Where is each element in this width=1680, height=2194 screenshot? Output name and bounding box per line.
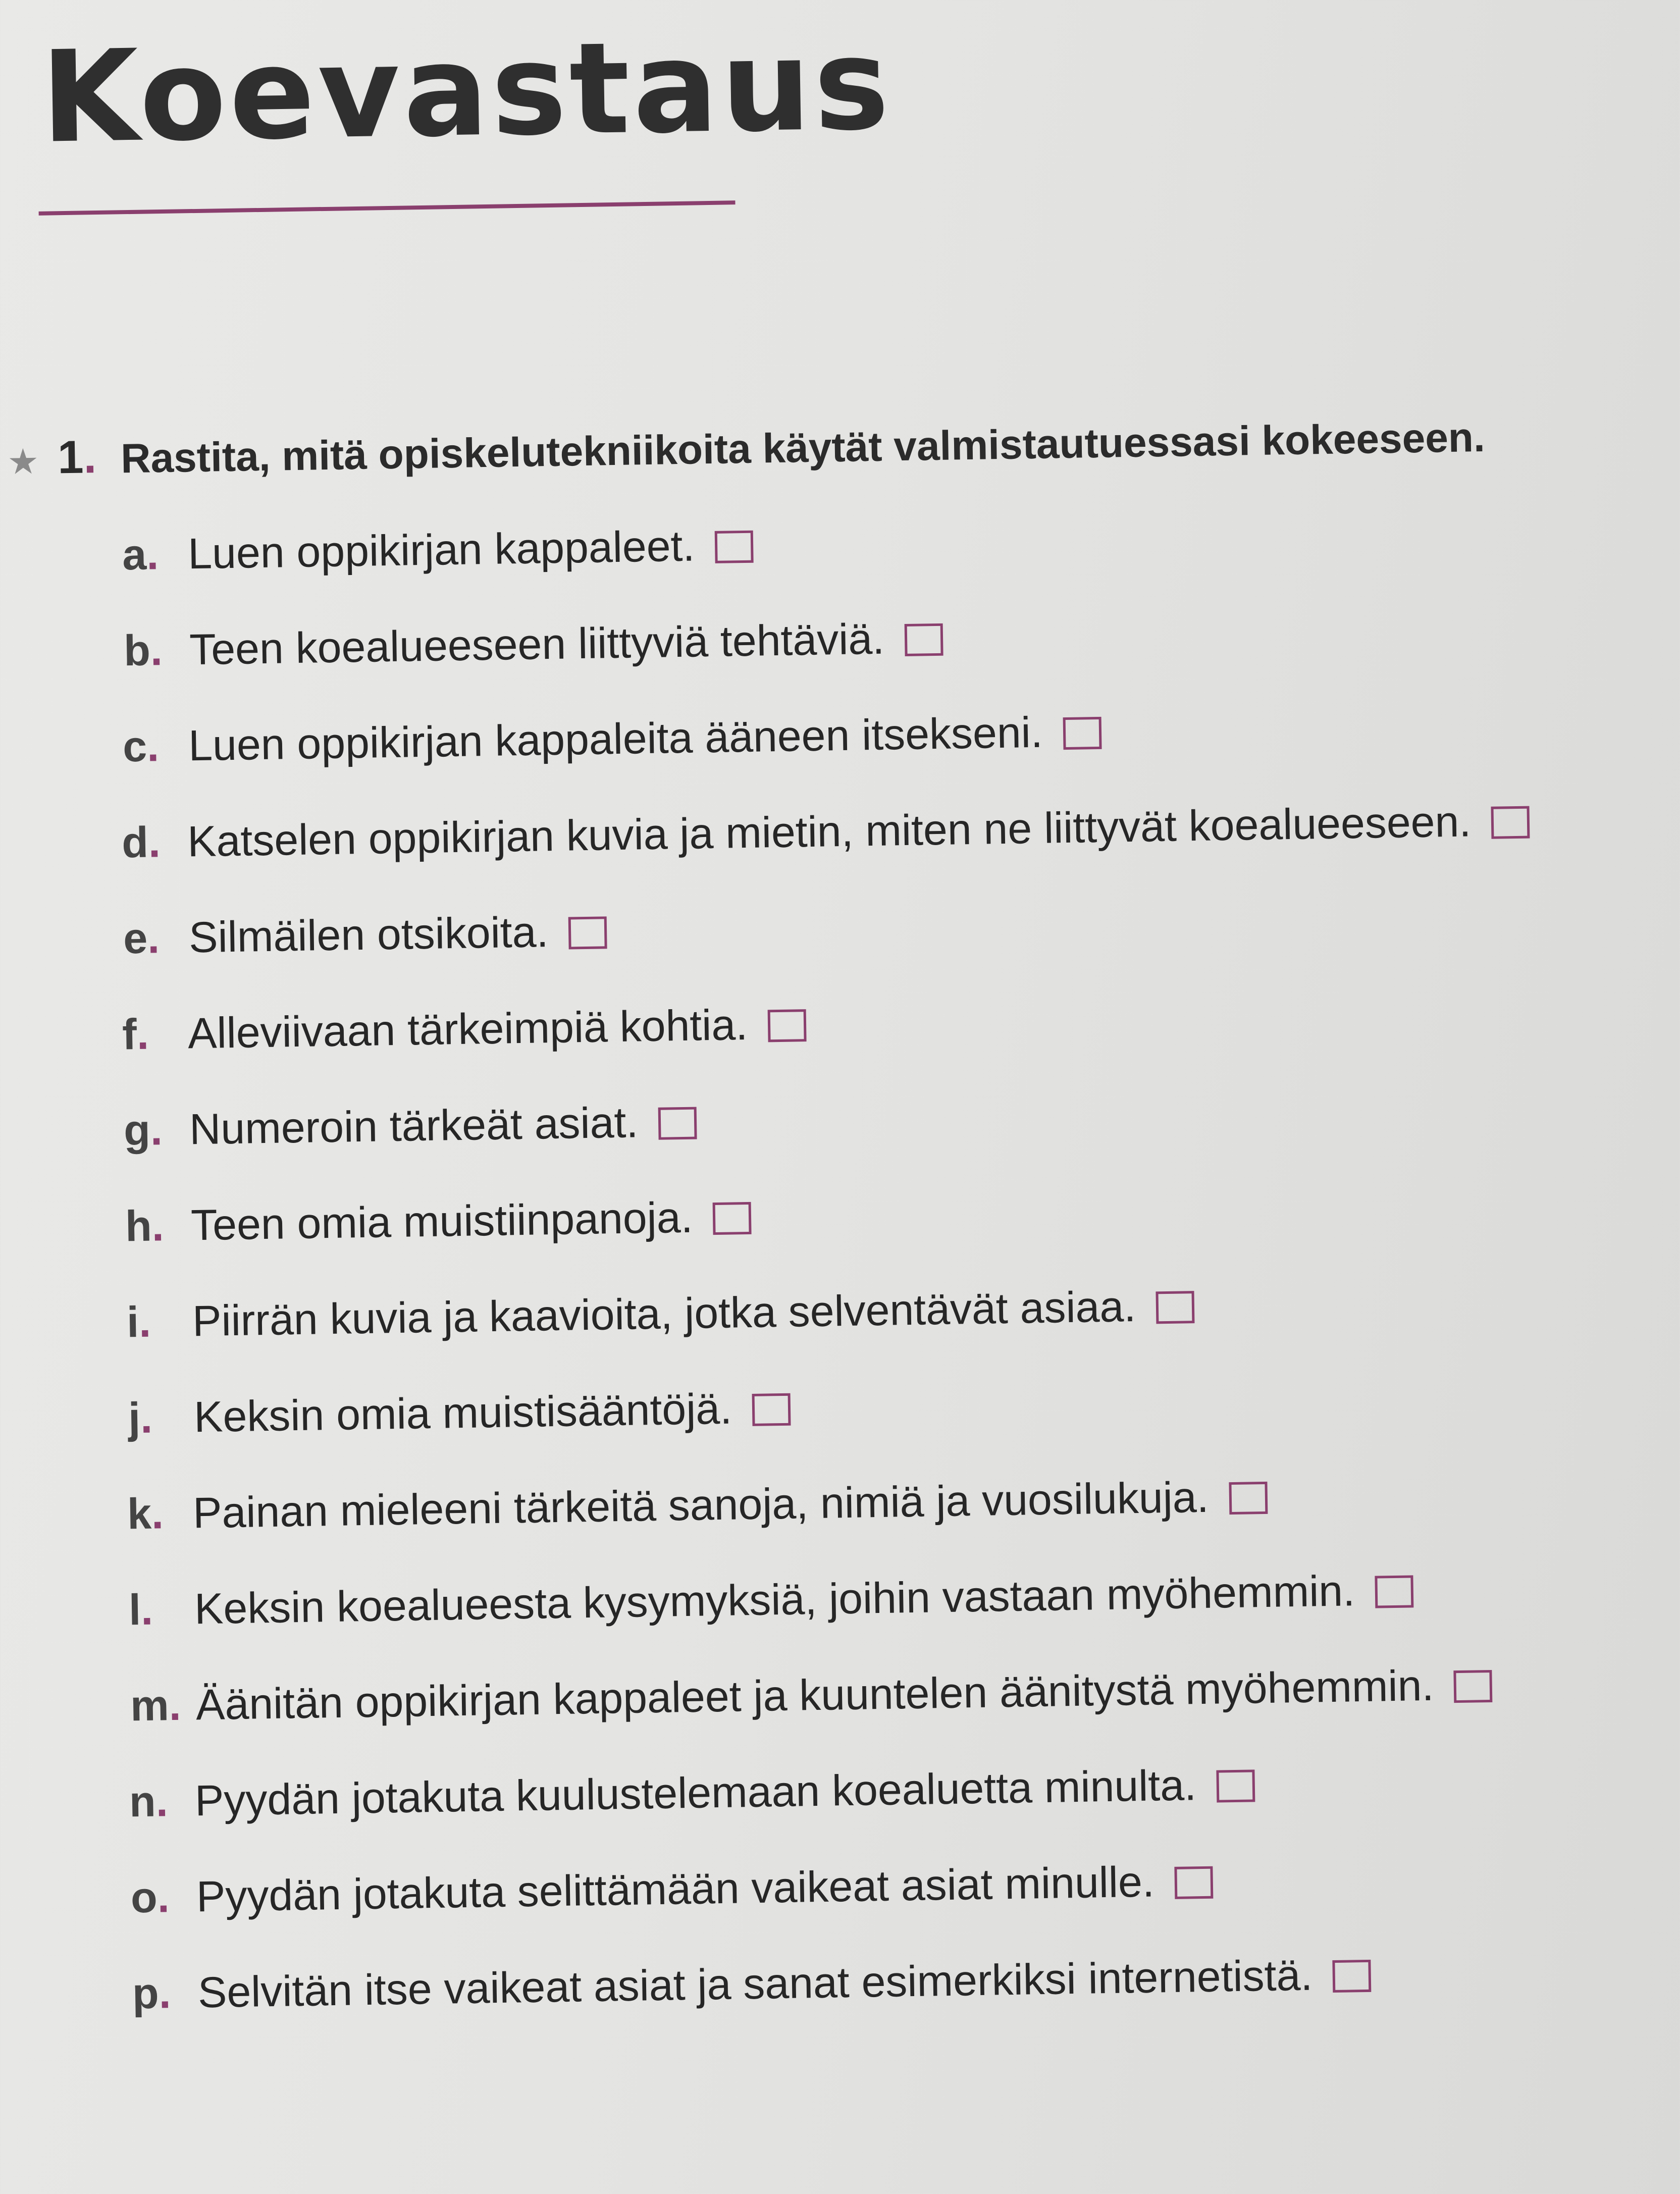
item-text: Numeroin tärkeät asiat. [189, 1098, 639, 1154]
checkbox-d[interactable] [1491, 806, 1530, 839]
item-letter-dot: . [146, 722, 160, 771]
checkbox-m[interactable] [1454, 1670, 1493, 1703]
checklist-item-n [129, 1761, 1255, 1826]
item-text: Katselen oppikirjan kuvia ja mietin, miten ne liittyvät koealueeseen. [187, 797, 1472, 866]
question-number [57, 431, 97, 484]
item-letter-value: e [123, 914, 148, 963]
checkbox-i[interactable] [1156, 1291, 1195, 1324]
item-letter-dot: . [149, 1106, 163, 1155]
item-letter [123, 626, 190, 675]
checklist-item-k [127, 1473, 1268, 1539]
item-letter [127, 1489, 193, 1539]
item-letter-value: i [126, 1298, 139, 1347]
item-letter-dot: . [138, 1297, 151, 1346]
item-text: Pyydän jotakuta selittämään vaikeat asiat minulle. [196, 1857, 1155, 1921]
item-letter-dot: . [140, 1585, 153, 1635]
item-letter [121, 818, 188, 867]
checklist-item-j [128, 1384, 791, 1443]
checklist-item-a [122, 521, 754, 580]
checklist-item-l [128, 1566, 1413, 1635]
checklist-item-i [126, 1282, 1194, 1347]
title-underline [39, 200, 736, 216]
item-letter [123, 914, 189, 963]
item-letter [125, 1202, 191, 1251]
item-letter-dot: . [148, 818, 161, 867]
item-text: Keksin omia muistisääntöjä. [193, 1384, 732, 1442]
item-text: Pyydän jotakuta kuulustelemaan koealuetta minulta. [194, 1761, 1197, 1825]
item-text: Luen oppikirjan kappaleet. [187, 521, 695, 579]
checklist-item-o [130, 1859, 1213, 1920]
item-letter-dot: . [151, 1202, 165, 1250]
item-letter-dot: . [168, 1681, 182, 1730]
item-letter-value: a [122, 530, 147, 580]
checkbox-b[interactable] [905, 623, 943, 656]
checkbox-k[interactable] [1229, 1482, 1268, 1514]
checkbox-n[interactable] [1216, 1769, 1255, 1802]
item-letter-value: l [128, 1586, 141, 1635]
checkbox-p[interactable] [1333, 1960, 1372, 1993]
item-text: Painan mieleeni tärkeitä sanoja, nimiä ja vuosilukuja. [192, 1473, 1210, 1538]
checkbox-f[interactable] [768, 1009, 807, 1042]
item-text: Keksin koealueesta kysymyksiä, joihin vastaan myöhemmin. [194, 1566, 1355, 1634]
item-letter-value: n [129, 1777, 156, 1826]
item-letter-value: h [125, 1202, 152, 1251]
item-text: Silmäilen otsikoita. [188, 908, 549, 962]
page-title: Koevastaus [39, 11, 894, 171]
checkbox-e[interactable] [568, 916, 607, 949]
item-letter [132, 1969, 198, 2018]
item-letter [126, 1297, 192, 1347]
item-letter-value: c [122, 722, 147, 771]
checklist-item-e [123, 908, 607, 963]
item-letter-value: m [130, 1681, 170, 1731]
item-letter-value: f [122, 1010, 137, 1059]
item-letter-dot: . [155, 1777, 169, 1826]
item-letter [129, 1777, 195, 1826]
item-letter-dot: . [156, 1873, 170, 1922]
item-letter-dot: . [146, 530, 159, 579]
checklist-item-h [125, 1193, 752, 1251]
item-text: Äänitän oppikirjan kappaleet ja kuuntelen äänitystä myöhemmin. [195, 1661, 1435, 1730]
item-letter [130, 1681, 196, 1731]
question-number-dot: . [83, 431, 97, 483]
item-text: Selvitän itse vaikeat asiat ja sanat esimerkiksi internetistä. [197, 1951, 1313, 2017]
checkbox-a[interactable] [715, 531, 754, 563]
checklist-item-g [124, 1100, 697, 1153]
item-text: Luen oppikirjan kappaleita ääneen itsekseni. [188, 708, 1043, 770]
item-text: Alleviivaan tärkeimpiä kohtia. [187, 1000, 748, 1058]
checklist-item-p [132, 1953, 1371, 2016]
checkbox-o[interactable] [1174, 1866, 1213, 1899]
checkbox-g[interactable] [658, 1107, 697, 1140]
item-letter-dot: . [158, 1969, 172, 2018]
item-text: Teen omia muistiinpanoja. [190, 1193, 694, 1250]
item-letter-value: k [127, 1489, 152, 1539]
checklist-item-d [122, 799, 1530, 865]
item-letter-value: b [123, 626, 151, 675]
item-letter [122, 722, 189, 771]
item-letter-value: d [121, 818, 149, 867]
item-letter-value: g [123, 1106, 151, 1155]
item-text: Piirrän kuvia ja kaavioita, jotka selventävät asiaa. [192, 1282, 1136, 1346]
item-letter [128, 1585, 194, 1635]
question-text: Rastita, mitä opiskelutekniikoita käytät valmistautuessasi kokeeseen. [120, 414, 1486, 482]
checklist-item-m [130, 1661, 1493, 1731]
item-letter-dot: . [150, 626, 163, 675]
item-letter-value: p [132, 1969, 160, 2018]
item-letter [122, 1010, 188, 1059]
checklist-item-c [122, 708, 1102, 771]
item-text: Teen koealueeseen liittyviä tehtäviä. [189, 614, 885, 674]
checklist-item-b [123, 614, 943, 675]
item-letter-value: o [130, 1873, 158, 1922]
item-letter [130, 1873, 196, 1922]
checkbox-c[interactable] [1063, 717, 1101, 750]
checkbox-l[interactable] [1375, 1575, 1413, 1608]
star-icon: ★ [7, 441, 39, 482]
item-letter [123, 1106, 190, 1155]
item-letter-dot: . [147, 914, 160, 963]
checkbox-h[interactable] [713, 1202, 752, 1235]
question-number-value: 1 [57, 431, 84, 484]
item-letter-value: j [128, 1393, 141, 1443]
item-letter-dot: . [151, 1489, 164, 1538]
item-letter-dot: . [136, 1010, 149, 1059]
checkbox-j[interactable] [752, 1393, 791, 1426]
checklist-item-f [122, 1000, 807, 1059]
item-letter [122, 530, 188, 580]
item-letter-dot: . [140, 1393, 153, 1442]
item-letter [128, 1393, 194, 1443]
